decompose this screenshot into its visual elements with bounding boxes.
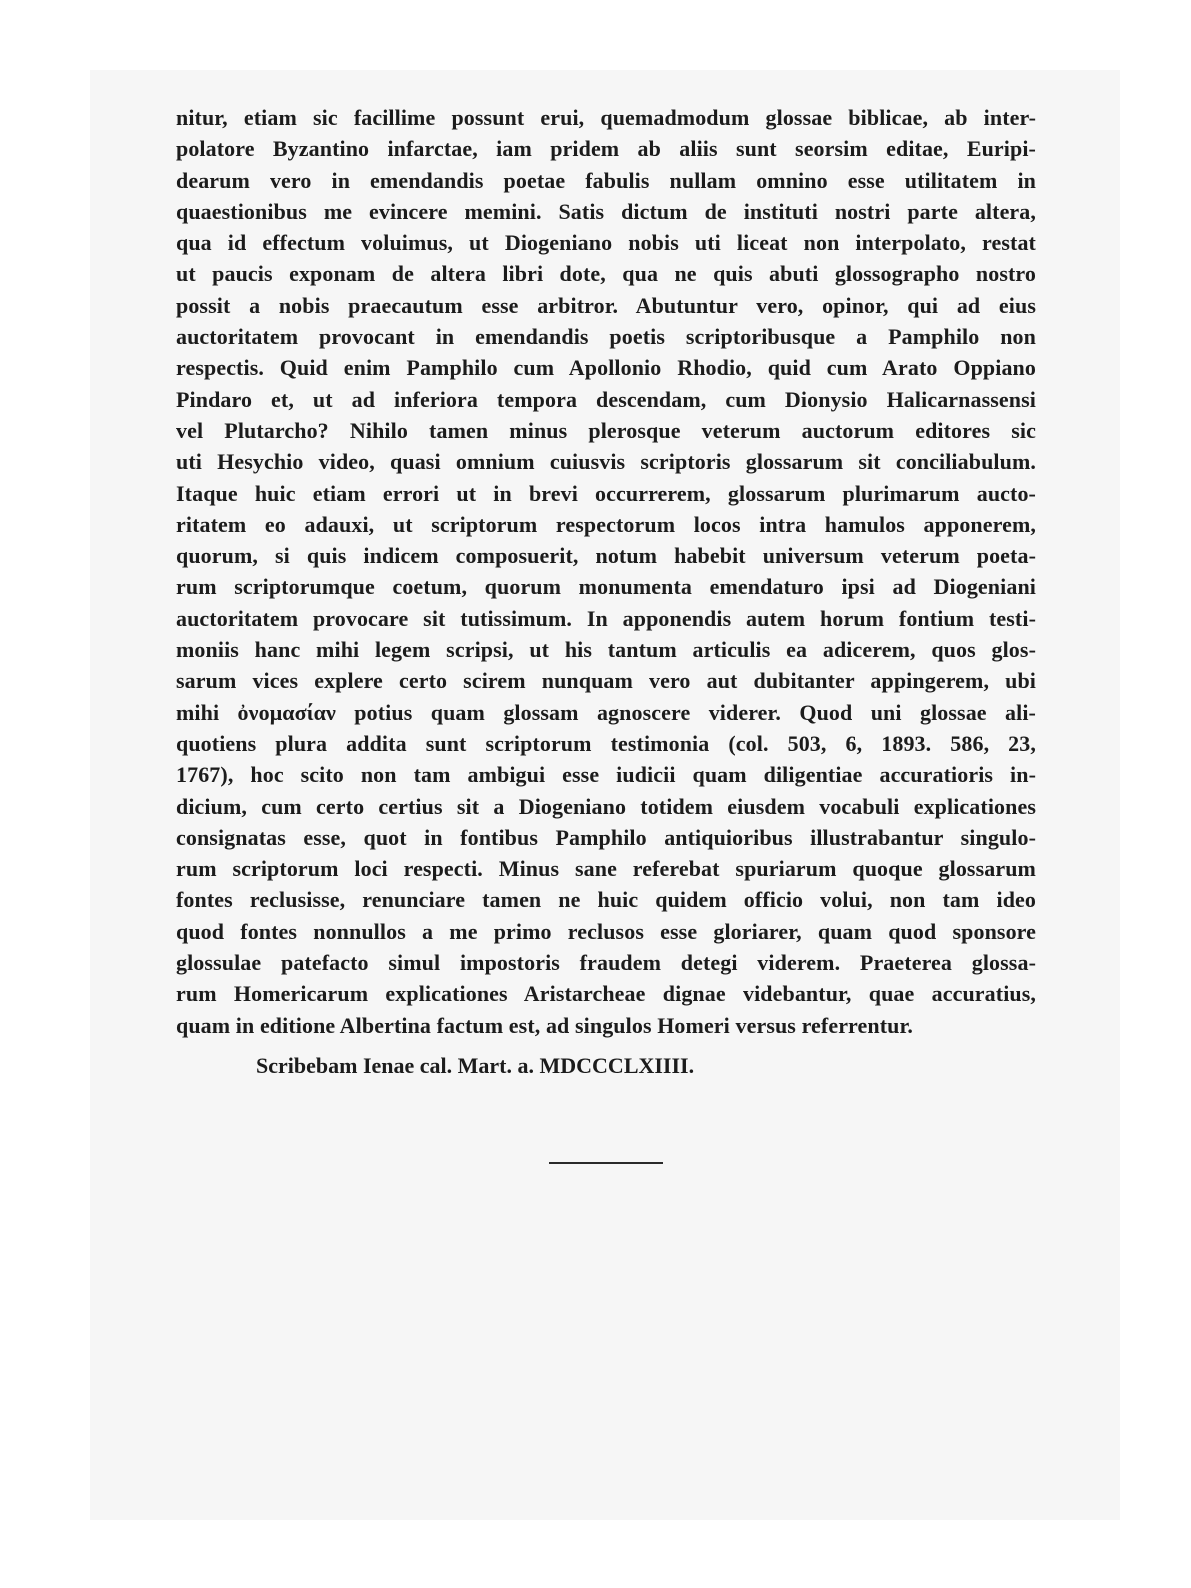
text-line: dearum vero in emendandis poetae fabulis nullam omnino esse utilitatem in bbox=[176, 167, 1036, 193]
text-line: moniis hanc mihi legem scripsi, ut his tantum articulis ea adicerem, quos glos- bbox=[176, 637, 1036, 663]
text-line: possit a nobis praecautum esse arbitror. Abutuntur vero, opinor, qui ad eius bbox=[176, 292, 1036, 318]
text-line: ritatem eo adauxi, ut scriptorum respectorum locos intra hamulos apponerem, bbox=[176, 511, 1036, 537]
text-line: ut paucis exponam de altera libri dote, qua ne quis abuti glossographo nostro bbox=[176, 261, 1036, 287]
text-line: quaestionibus me evincere memini. Satis dictum de instituti nostri parte altera, bbox=[176, 198, 1036, 224]
text-line: auctoritatem provocare sit tutissimum. In apponendis autem horum fontium testi- bbox=[176, 605, 1036, 631]
text-line: nitur, etiam sic facillime possunt erui, quemadmodum glossae biblicae, ab inter- bbox=[176, 105, 1036, 130]
text-line: 1767), hoc scito non tam ambigui esse iudicii quam diligentiae accuratioris in- bbox=[176, 762, 1036, 788]
signature-line: Scribebam Ienae cal. Mart. a. MDCCCLXIIII. bbox=[256, 1053, 695, 1078]
text-line: mihi ὀνομασίαν potius quam glossam agnoscere viderer. Quod uni glossae ali- bbox=[176, 699, 1036, 725]
text-line: qua id effectum voluimus, ut Diogeniano nobis uti liceat non interpolato, restat bbox=[176, 230, 1036, 256]
text-line: quotiens plura addita sunt scriptorum testimonia (col. 503, 6, 1893. 586, 23, bbox=[176, 730, 1036, 756]
text-line: consignatas esse, quot in fontibus Pamphilo antiquioribus illustrabantur singulo- bbox=[176, 824, 1036, 850]
text-line: Pindaro et, ut ad inferiora tempora descendam, cum Dionysio Halicarnassensi bbox=[176, 386, 1036, 412]
text-line: dicium, cum certo certius sit a Diogeniano totidem eiusdem vocabuli explicationes bbox=[176, 793, 1036, 819]
text-line: quam in editione Albertina factum est, ad singulos Homeri versus referrentur. bbox=[176, 1012, 913, 1038]
closing-rule bbox=[549, 1162, 663, 1164]
text-line: quorum, si quis indicem composuerit, notum habebit universum veterum poeta- bbox=[176, 543, 1036, 569]
text-line: fontes reclusisse, renunciare tamen ne huic quidem officio volui, non tam ideo bbox=[176, 887, 1036, 913]
text-line: rum Homericarum explicationes Aristarcheae dignae videbantur, quae accuratius, bbox=[176, 981, 1036, 1007]
text-line: Itaque huic etiam errori ut in brevi occurrerem, glossarum plurimarum aucto- bbox=[176, 480, 1036, 506]
text-line: polatore Byzantino infarctae, iam pridem ab aliis sunt seorsim editae, Euripi- bbox=[176, 136, 1036, 162]
text-line: rum scriptorum loci respecti. Minus sane referebat spuriarum quoque glossarum bbox=[176, 856, 1036, 882]
text-line: uti Hesychio video, quasi omnium cuiusvis scriptoris glossarum sit conciliabulum. bbox=[176, 449, 1036, 475]
text-line: quod fontes nonnullos a me primo reclusos esse gloriarer, quam quod sponsore bbox=[176, 918, 1036, 944]
body-text bbox=[176, 102, 1036, 1041]
text-line: auctoritatem provocant in emendandis poetis scriptoribusque a Pamphilo non bbox=[176, 324, 1036, 350]
text-line: vel Plutarcho? Nihilo tamen minus plerosque veterum auctorum editores sic bbox=[176, 417, 1036, 443]
text-line: glossulae patefacto simul impostoris fraudem detegi viderem. Praeterea glossa- bbox=[176, 950, 1036, 976]
text-line: sarum vices explere certo scirem nunquam vero aut dubitanter appingerem, ubi bbox=[176, 668, 1036, 694]
text-line: rum scriptorumque coetum, quorum monumenta emendaturo ipsi ad Diogeniani bbox=[176, 574, 1036, 600]
text-line: respectis. Quid enim Pamphilo cum Apollonio Rhodio, quid cum Arato Oppiano bbox=[176, 355, 1036, 381]
